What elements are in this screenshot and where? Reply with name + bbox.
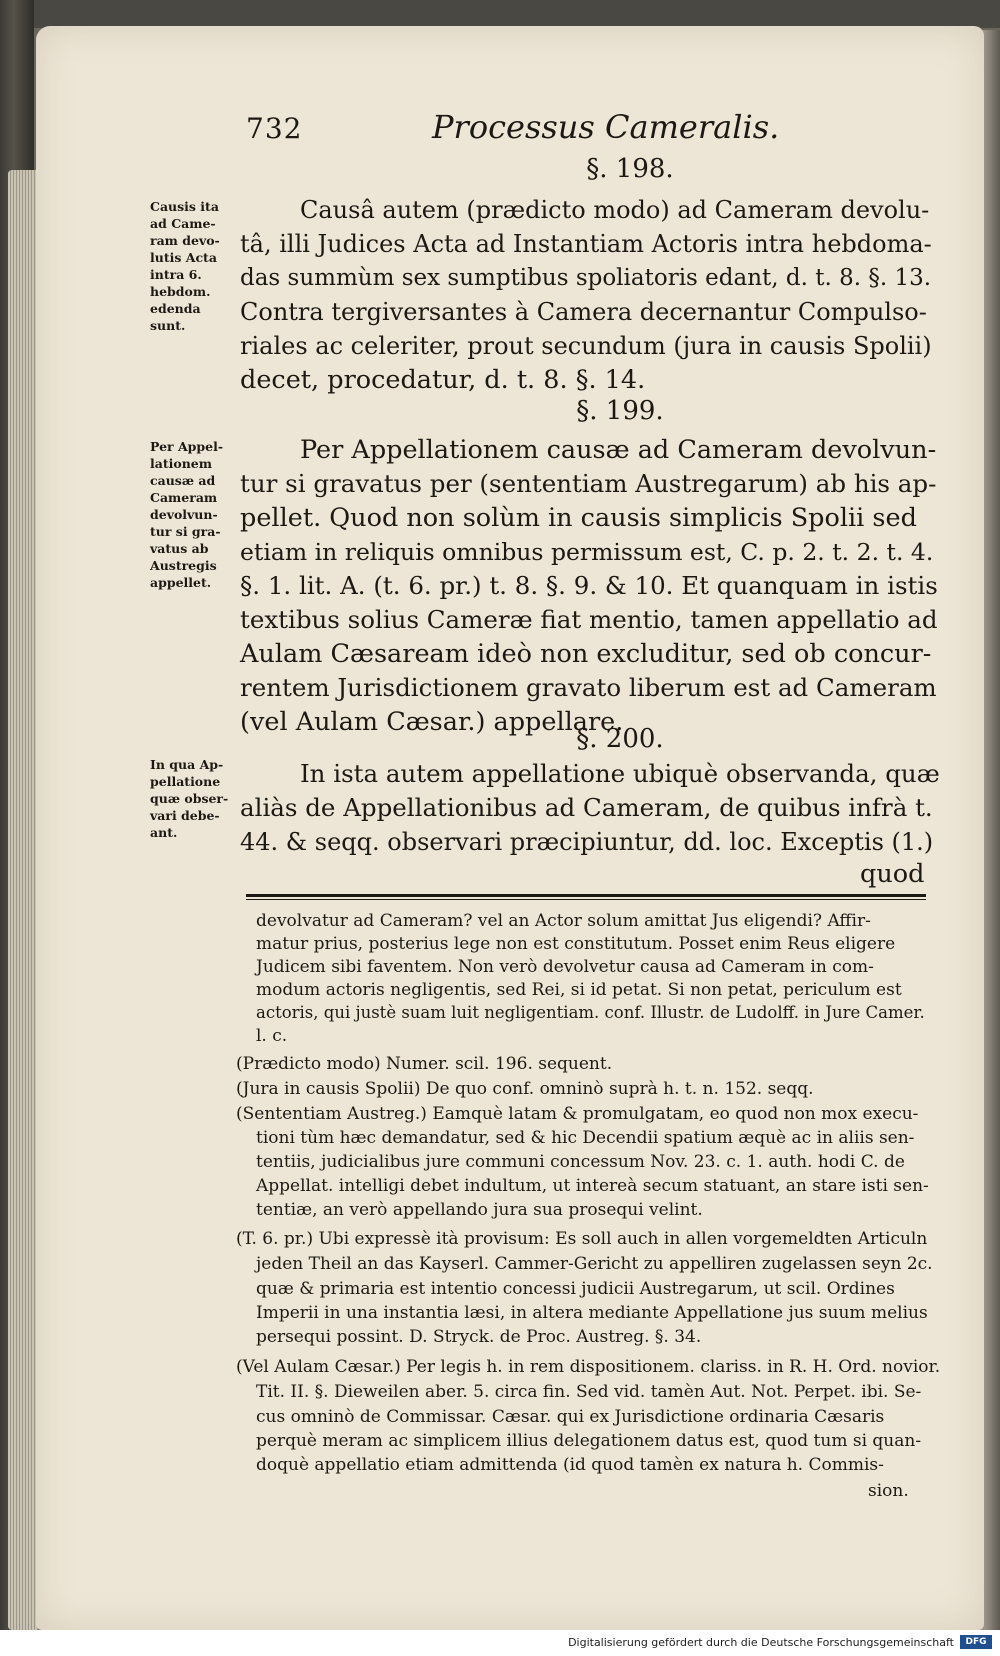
footnote-line: (Vel Aulam Cæsar.) Per legis h. in rem dispositionem. clariss. in R. H. Ord. novior. — [236, 1357, 941, 1377]
body-line: pellet. Quod non solùm in causis simplicis Spolii sed — [240, 503, 917, 533]
margin-note: In qua Ap- pellatione quæ obser- vari debe- ant. — [150, 757, 229, 840]
footnote-line: tioni tùm hæc demandatur, sed & hic Decendii spatium æquè ac in aliis sen- — [256, 1128, 915, 1148]
footnote-line: actoris, qui justè suam luit negligentiam. conf. Illustr. de Ludolff. in Jure Camer. — [256, 1003, 925, 1022]
body-line: Aulam Cæsaream ideò non excluditur, sed ob concur- — [240, 639, 932, 669]
catchword: quod — [860, 859, 925, 889]
footnote-line: (T. 6. pr.) Ubi expressè ità provisum: Es soll auch in allen vorgemeldten Articuln — [236, 1229, 928, 1249]
digitization-credit: Digitalisierung gefördert durch die Deutsche Forschungsgemeinschaft — [568, 1636, 954, 1649]
footnote-line: tentiis, judicialibus jure communi concessum Nov. 23. c. 1. auth. hodi C. de — [256, 1152, 905, 1172]
margin-note: Causis ita ad Came- ram devo- lutis Acta intra 6. hebdom. edenda sunt. — [150, 199, 220, 333]
footnote-line: Appellat. intelligi debet indultum, ut intereà secum statuant, an stare isti sen- — [256, 1176, 929, 1196]
page-number: 732 — [246, 112, 303, 145]
body-line: In ista autem appellatione ubiquè observanda, quæ — [300, 759, 940, 788]
body-line: das summùm sex sumptibus spoliatoris edant, d. t. 8. §. 13. — [240, 265, 932, 291]
footnote-line: l. c. — [256, 1026, 288, 1046]
body-line: rentem Jurisdictionem gravato liberum est ad Cameram — [240, 673, 937, 702]
footnote-line: perquè meram ac simplicem illius delegationem datus est, quod tum si quan- — [256, 1431, 922, 1451]
body-line: tur si gravatus per (sententiam Austregarum) ab his ap- — [240, 469, 937, 498]
footnote-line: cus omninò de Commissar. Cæsar. qui ex Jurisdictione ordinaria Cæsaris — [256, 1407, 885, 1427]
margin-note: Per Appel- lationem causæ ad Cameram devolvun- tur si gra- vatus ab Austregis appellet. — [150, 439, 224, 590]
body-line: Per Appellationem causæ ad Cameram devolvun- — [300, 435, 937, 465]
page-header — [246, 108, 946, 154]
footnote-line: (Sententiam Austreg.) Eamquè latam & promulgatam, eo quod non mox execu- — [236, 1104, 919, 1124]
body-line: riales ac celeriter, prout secundum (jura in causis Spolii) — [240, 332, 932, 360]
footnote-line: devolvatur ad Cameram? vel an Actor solum amittat Jus eligendi? Affir- — [256, 911, 871, 931]
section-number: §. 200. — [576, 724, 664, 754]
footnote-line: tentiæ, an verò appellando jura sua prosequi velint. — [256, 1200, 703, 1220]
body-line: aliàs de Appellationibus ad Cameram, de quibus infrà t. — [240, 793, 933, 822]
body-line: Causâ autem (prædicto modo) ad Cameram devolu- — [300, 196, 930, 224]
body-line: Contra tergiversantes à Camera decernantur Compulso- — [240, 298, 927, 326]
body-line: tâ, illi Judices Acta ad Instantiam Actoris intra hebdoma- — [240, 230, 932, 258]
section-number: §. 198. — [586, 154, 674, 184]
footnote-line: matur prius, posterius lege non est constitutum. Posset enim Reus eligere — [256, 934, 896, 954]
running-title: Processus Cameralis. — [432, 108, 780, 146]
footnote-line: Imperii in una instantia læsi, in altera mediante Appellatione jus suum melius — [256, 1303, 928, 1323]
body-line: decet, procedatur, d. t. 8. §. 14. — [240, 365, 646, 395]
footnote-line: (Prædicto modo) Numer. scil. 196. sequent. — [236, 1054, 613, 1074]
footnote-line: Judicem sibi faventem. Non verò devolvetur causa ad Cameram in com- — [256, 957, 874, 977]
body-line: §. 1. lit. A. (t. 6. pr.) t. 8. §. 9. & 10. Et quanquam in istis — [240, 571, 938, 600]
footnote-line: modum actoris negligentis, sed Rei, si id petat. Si non petat, periculum est — [256, 980, 902, 1000]
dfg-logo: DFG — [960, 1635, 992, 1649]
book-top-edge — [0, 0, 1000, 28]
footnote-rule — [246, 894, 926, 897]
body-line: 44. & seqq. observari præcipiuntur, dd. loc. Exceptis (1.) — [240, 828, 934, 856]
body-line: etiam in reliquis omnibus permissum est, C. p. 2. t. 2. t. 4. — [240, 538, 934, 566]
footnote-line: quæ & primaria est intentio concessi judicii Austregarum, ut scil. Ordines — [256, 1279, 895, 1299]
footnote-line: jeden Theil an das Kayserl. Cammer-Gericht zu appelliren zugelassen seyn 2c. — [256, 1254, 933, 1274]
body-line: textibus solius Cameræ fiat mentio, tamen appellatio ad — [240, 605, 938, 634]
page-stack-edge — [8, 170, 38, 1630]
footnote-line: (Jura in causis Spolii) De quo conf. omninò suprà h. t. n. 152. seqq. — [236, 1079, 814, 1099]
body-line: (vel Aulam Cæsar.) appellare. — [240, 707, 624, 737]
footnote-line: doquè appellatio etiam admittenda (id quod tamèn ex natura h. Commis- — [256, 1455, 884, 1475]
section-number: §. 199. — [576, 396, 664, 426]
footnote-line: sion. — [868, 1481, 909, 1501]
footnote-line: persequi possint. D. Stryck. de Proc. Austreg. §. 34. — [256, 1327, 702, 1347]
footnote-line: Tit. II. §. Dieweilen aber. 5. circa fin. Sed vid. tamèn Aut. Not. Perpet. ibi. Se- — [256, 1382, 922, 1402]
